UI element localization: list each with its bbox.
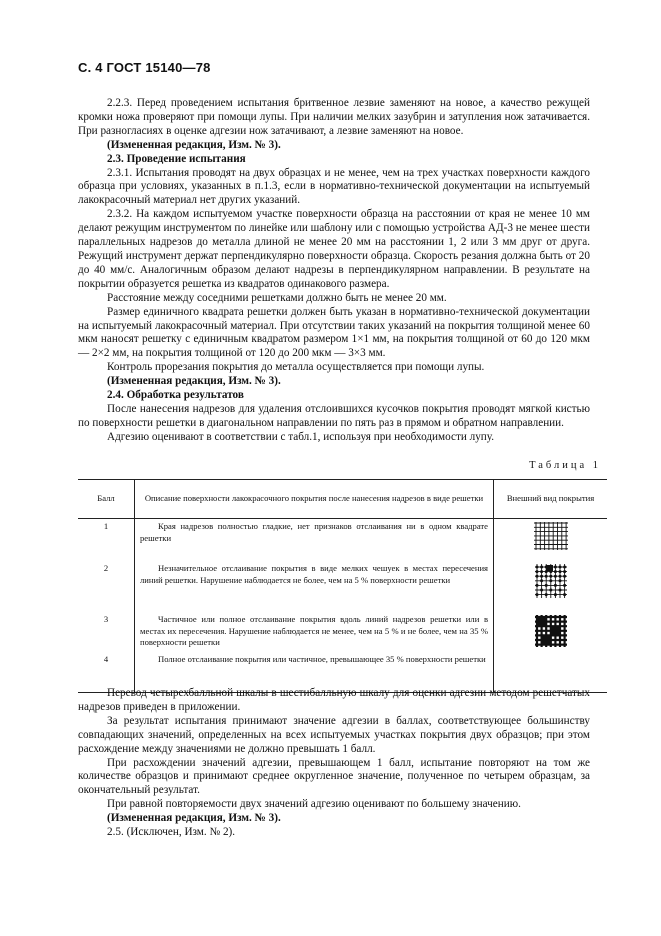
paragraph: Контроль прорезания покрытия до металла осуществляется при помощи лупы. (107, 361, 485, 374)
header-appearance: Внешний вид покрытия (494, 480, 608, 519)
row-description: Края надрезов полностью гладкие, нет признаков отслаивания ни в одном квадрате решетки (135, 519, 494, 562)
bottom-text-block (78, 687, 590, 840)
table-row (78, 519, 607, 562)
grid-partial-flaking-icon (494, 612, 608, 652)
row-description: Полное отслаивание покрытия или частичное, превышающее 35 % поверхности решетки (135, 652, 494, 693)
header-description: Описание поверхности лакокрасочного покрытия после нанесения надрезов в виде решетки (135, 480, 494, 519)
paragraph: Адгезию оценивают в соответствии с табл.1, используя при необходимости лупу. (107, 430, 495, 443)
header-ball: Балл (78, 480, 135, 519)
paragraph: За результат испытания принимают значение адгезии в баллах, соответствующее большинству совпадающих значений, определенных на всех испытуемых участках покрытия двух образцов; при этом расхождение между значениями не должно превышать 1 балл. (78, 714, 590, 755)
row-ball: 2 (103, 563, 109, 573)
grid-clean-icon (494, 519, 608, 562)
paragraph: (Измененная редакция, Изм. № 3). (107, 138, 281, 151)
grid-minor-flaking-icon (494, 561, 608, 612)
row-description: Незначительное отслаивание покрытия в виде мелких чешуек в местах пересечения линий решетки. Нарушение наблюдается не более, чем на 5 % поверхности решетки (135, 561, 494, 612)
paragraph: При расхождении значений адгезии, превышающем 1 балл, испытание повторяют на том же количестве образцов и принимают среднее округленное значение, полученное по четырем образцам, за окончательный результат. (78, 756, 590, 797)
row-ball: 4 (78, 652, 135, 693)
table-row (78, 612, 607, 652)
paragraph: 2.4. Обработка результатов (107, 389, 244, 402)
paragraph: После нанесения надрезов для удаления отслоившихся кусочков покрытия проводят мягкой кистью по поверхности решетки в диагональном направлении по пять раз в прямом и обратном направлении. (78, 402, 590, 429)
adhesion-table (78, 479, 607, 693)
top-text-block (78, 97, 590, 445)
paragraph: (Измененная редакция, Изм. № 3). (107, 812, 281, 825)
paragraph: Перевод четырехбалльной шкалы в шестибалльную шкалу для оценки адгезии методом решетчатых надрезов приведен в приложении. (78, 687, 590, 713)
paragraph: 2.3. Проведение испытания (107, 152, 246, 165)
paragraph: 2.3.2. На каждом испытуемом участке поверхности образца на расстоянии от края не менее 10 мм делают режущим инструментом по линейке или шаблону или с помощью устройства АД-3 не менее шести параллельных надрезов до металла длиной не менее 20 мм на расстоянии 1, 2 или 3 мм друг от друга. Режущий инструмент держат перпендикулярно поверхности образца. Скорость резания должна быть от 20 до 40 мм/с. Аналогичным образом делают надрезы в перпендикулярном направлении. В результате на покрытии образуется решетка из квадратов одинакового размера. (78, 208, 590, 290)
table-caption: Таблица 1 (529, 460, 601, 471)
page-header: С. 4 ГОСТ 15140—78 (78, 60, 211, 75)
paragraph: Размер единичного квадрата решетки должен быть указан в нормативно-технической документации на испытуемый лакокрасочный материал. При отсутствии таких указаний на покрытия толщиной менее 60 мкм наносят решетку с единичным квадратом размером 1×1 мм, на покрытия толщиной от 60 до 120 мкм — 2×2 мм, на покрытия толщиной от 120 до 200 мкм — 3×3 мм. (78, 305, 590, 360)
paragraph: Расстояние между соседними решетками должно быть не менее 20 мм. (107, 291, 447, 304)
table-row (78, 561, 607, 612)
table-header-row (78, 480, 607, 519)
paragraph: (Измененная редакция, Изм. № 3). (107, 375, 281, 388)
paragraph: 2.3.1. Испытания проводят на двух образцах и не менее, чем на трех участках поверхности каждого образца при условиях, указанных в п.1.3, если в нормативно-технической документации на испытуемый лакокрасочный материал нет других указаний. (78, 166, 590, 207)
row-ball: 1 (103, 521, 109, 531)
paragraph: 2.2.3. Перед проведением испытания бритвенное лезвие заменяют на новое, а качество режущей кромки ножа проверяют при помощи лупы. При наличии мелких зазубрин и затупления нож затачивается. При разногласиях в оценке адгезии нож затачивают, а лезвие заменяют на новое. (78, 97, 590, 137)
paragraph: При равной повторяемости двух значений адгезию оценивают по большему значению. (107, 798, 521, 811)
row-description: Частичное или полное отслаивание покрытия вдоль линий надрезов решетки или в местах их пересечения. Нарушение наблюдается не менее, чем на 5 % и не более, чем на 35 % поверхности решетки (135, 612, 494, 652)
paragraph: 2.5. (Исключен, Изм. № 2). (107, 826, 236, 839)
row-ball: 3 (103, 614, 109, 624)
